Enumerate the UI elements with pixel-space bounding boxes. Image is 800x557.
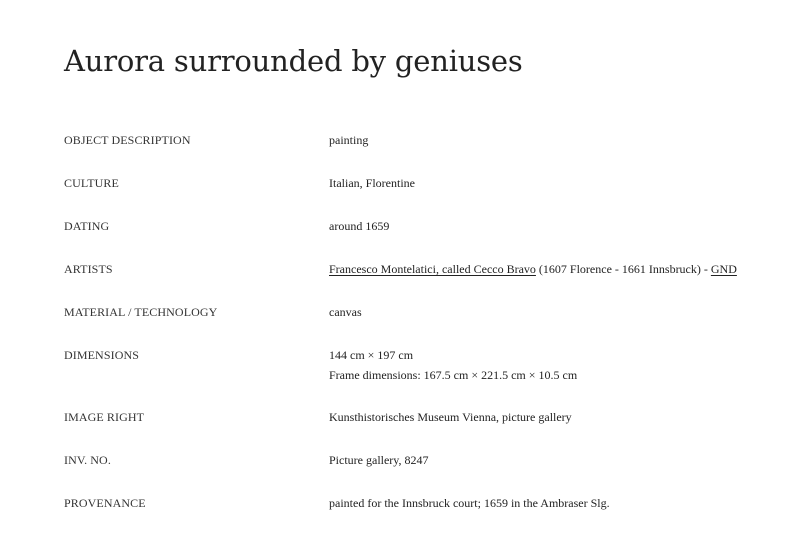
- object-description-value: painting: [329, 133, 369, 147]
- dating-value: around 1659: [329, 219, 390, 233]
- image-right-label: IMAGE RIGHT: [64, 410, 145, 424]
- inv-no-value: Picture gallery, 8247: [329, 453, 429, 467]
- dimensions-value: [329, 345, 789, 385]
- culture-value: Italian, Florentine: [329, 176, 415, 190]
- gnd-link[interactable]: GND: [710, 262, 737, 276]
- culture-label: CULTURE: [64, 176, 119, 190]
- dimensions-label: DIMENSIONS: [64, 348, 140, 362]
- material-value: canvas: [329, 305, 362, 319]
- provenance-label: PROVENANCE: [64, 496, 146, 510]
- artist-dates: (1607 Florence - 1661 Innsbruck) -: [535, 262, 711, 276]
- material-label: MATERIAL / TECHNOLOGY: [64, 305, 218, 319]
- object-description-label: OBJECT DESCRIPTION: [64, 133, 191, 147]
- artist-link[interactable]: Francesco Montelatici, called Cecco Bravo: [329, 262, 536, 276]
- image-right-value: Kunsthistorisches Museum Vienna, picture gallery: [329, 410, 572, 424]
- dimensions-size: 144 cm × 197 cm: [329, 348, 414, 362]
- artists-label: ARTISTS: [64, 262, 113, 276]
- page-title: Aurora surrounded by geniuses: [64, 44, 523, 78]
- artists-value: [329, 259, 789, 279]
- inv-no-label: INV. NO.: [64, 453, 111, 467]
- frame-dimensions: Frame dimensions: 167.5 cm × 221.5 cm × 10.5 cm: [329, 368, 578, 382]
- dating-label: DATING: [64, 219, 110, 233]
- provenance-value: painted for the Innsbruck court; 1659 in the Ambraser Slg.: [329, 496, 610, 510]
